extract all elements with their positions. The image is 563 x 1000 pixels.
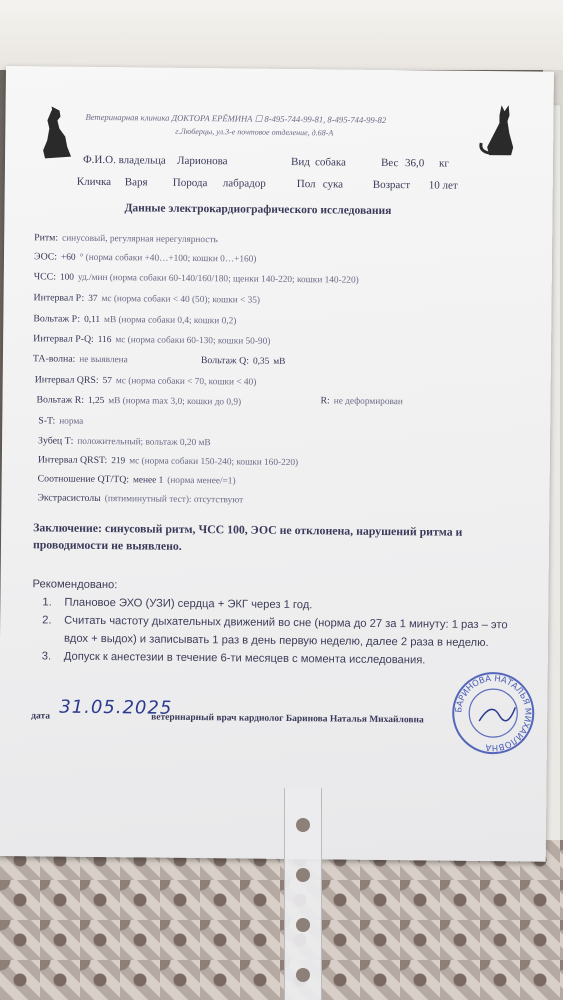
punch-hole xyxy=(296,918,310,932)
weight-label: Вес xyxy=(380,156,399,170)
q-voltage-value: 0,35 xyxy=(252,356,270,367)
p-voltage-label: Вольтаж Р: xyxy=(33,313,81,325)
section-title: Данные электрокардиографического исследования xyxy=(124,202,392,218)
eos-value: +60 xyxy=(60,252,76,263)
st-value: норма xyxy=(59,416,84,427)
recommendation-text: Плановое ЭХО (УЗИ) сердца + ЭКГ через 1 год. xyxy=(64,596,313,612)
eos-norm: ° (норма собаки +40…+100; кошки 0…+160) xyxy=(79,252,257,265)
date-label: дата xyxy=(31,711,51,722)
clinic-header: Ветеринарная клиника ДОКТОРА ЕРЁМИНА ☐ 8-495-744-99-81, 8-495-744-99-82 xyxy=(85,111,387,125)
qt-tq-label: Соотношение QT/TQ: xyxy=(37,473,130,486)
breed-value: лабрадор xyxy=(222,177,266,190)
extrasystoles-value: (пятиминутный тест): отсутствуют xyxy=(104,494,244,506)
punch-hole xyxy=(296,818,310,832)
age-label: Возраст xyxy=(372,178,411,192)
species-value: собака xyxy=(314,156,346,169)
qt-tq-value: менее 1 xyxy=(132,475,164,486)
dog-logo-icon xyxy=(37,106,80,160)
weight-unit: кг xyxy=(438,157,449,170)
clinic-address: г.Люберцы, ул.3-е почтовое отделение, д.68-А xyxy=(175,126,334,138)
background-top xyxy=(0,0,563,70)
extrasystoles-label: Экстрасистолы xyxy=(37,492,101,505)
t-wave-value: положительный; вольтаж 0,20 мВ xyxy=(77,436,211,449)
ecg-report-sheet xyxy=(0,66,554,862)
recommendation-text: Считать частоту дыхательных движений во сне (норма до 27 за 1 минуту: 1 раз – это вдох + выдох) и записывать 1 раз в день первую неделю, далее 2 раза в неделю. xyxy=(63,614,508,649)
p-voltage-norm: мВ (норма собаки 0,4; кошки 0,2) xyxy=(104,315,237,327)
qrst-interval-label: Интервал QRST: xyxy=(37,454,108,467)
p-interval-label: Интервал Р: xyxy=(33,292,85,304)
qrst-interval-value: 219 xyxy=(111,456,126,467)
t-wave-label: Зубец Т: xyxy=(38,435,74,447)
ta-wave-label: ТА-волна: xyxy=(32,353,76,365)
rhythm-label: Ритм: xyxy=(34,232,59,244)
pet-name-value: Варя xyxy=(124,176,148,189)
eos-label: ЭОС: xyxy=(33,251,58,263)
r-voltage-label: Вольтаж R: xyxy=(36,394,85,406)
q-voltage-unit: мВ xyxy=(273,356,286,367)
pq-interval-norm: мс (норма собаки 60-130; кошки 50-90) xyxy=(115,335,271,347)
qrs-interval-norm: мс (норма собаки < 70, кошки < 40) xyxy=(115,376,257,388)
weight-value: 36,0 xyxy=(404,157,425,170)
punch-hole xyxy=(296,968,310,982)
qrs-interval-value: 57 xyxy=(102,376,112,387)
pet-name-label: Кличка xyxy=(76,175,112,189)
doctor-signature-line: ветеринарный врач кардиолог Баринова Наталья Михайловна xyxy=(151,712,424,726)
p-interval-norm: мс (норма собаки < 40 (50); кошки < 35) xyxy=(101,294,261,306)
pq-interval-value: 116 xyxy=(97,334,112,346)
punched-sleeve xyxy=(284,788,322,1000)
doctor-stamp xyxy=(451,671,536,756)
pq-interval-label: Интервал Р-Q: xyxy=(33,333,94,345)
qt-tq-norm: (норма менее/=1) xyxy=(167,475,236,487)
recommendation-text: Допуск к анестезии в течение 6-ти месяцев с момента исследования. xyxy=(63,650,426,667)
r-shape-value: не деформирован xyxy=(333,396,403,408)
st-label: S-T: xyxy=(38,415,56,427)
qrs-interval-label: Интервал QRS: xyxy=(34,374,99,386)
owner-label: Ф.И.О. владельца xyxy=(82,153,166,167)
handwritten-date: 31.05.2025 xyxy=(59,696,173,719)
breed-label: Порода xyxy=(172,176,208,190)
owner-value: Ларионова xyxy=(176,154,228,168)
r-shape-label: R: xyxy=(320,395,330,407)
recommendation-number: 1. xyxy=(42,596,52,609)
hr-norm: уд./мин (норма собаки 60-140/160/180; щенки 140-220; кошки 140-220) xyxy=(77,272,359,286)
recommendations-heading: Рекомендовано: xyxy=(32,578,118,592)
recommendation-item xyxy=(42,613,532,653)
recommendation-item xyxy=(42,648,532,670)
r-voltage-norm: мВ (норма max 3,0; кошки до 0,9) xyxy=(108,396,242,408)
punch-hole xyxy=(296,868,310,882)
sex-value: сука xyxy=(322,178,344,191)
q-voltage-label: Вольтаж Q: xyxy=(200,355,250,367)
recommendations-list xyxy=(42,594,533,672)
rhythm-value: синусовый, регулярная нерегулярность xyxy=(62,233,218,246)
recommendation-number: 3. xyxy=(41,650,52,663)
p-interval-value: 37 xyxy=(88,293,98,304)
tablecloth-background xyxy=(0,840,563,1000)
species-label: Вид xyxy=(290,155,310,169)
age-value: 10 лет xyxy=(428,179,458,192)
hr-value: 100 xyxy=(59,272,74,283)
cat-logo-icon xyxy=(477,103,520,157)
qrst-interval-norm: мс (норма собаки 150-240; кошки 160-220) xyxy=(129,456,299,469)
stamp-text: БАРИНОВА НАТАЛЬЯ МИХАЙЛОВНА xyxy=(454,674,533,753)
p-voltage-value: 0,11 xyxy=(84,314,101,325)
sex-label: Пол xyxy=(296,178,316,191)
hr-label: ЧСС: xyxy=(33,271,57,283)
conclusion: Заключение: синусовый ритм, ЧСС 100, ЭОС не отклонена, нарушений ритма и проводимости не выявлено. xyxy=(32,520,463,553)
recommendation-number: 2. xyxy=(42,614,52,627)
ta-wave-value: не выявлена xyxy=(79,354,128,366)
r-voltage-value: 1,25 xyxy=(87,395,105,407)
